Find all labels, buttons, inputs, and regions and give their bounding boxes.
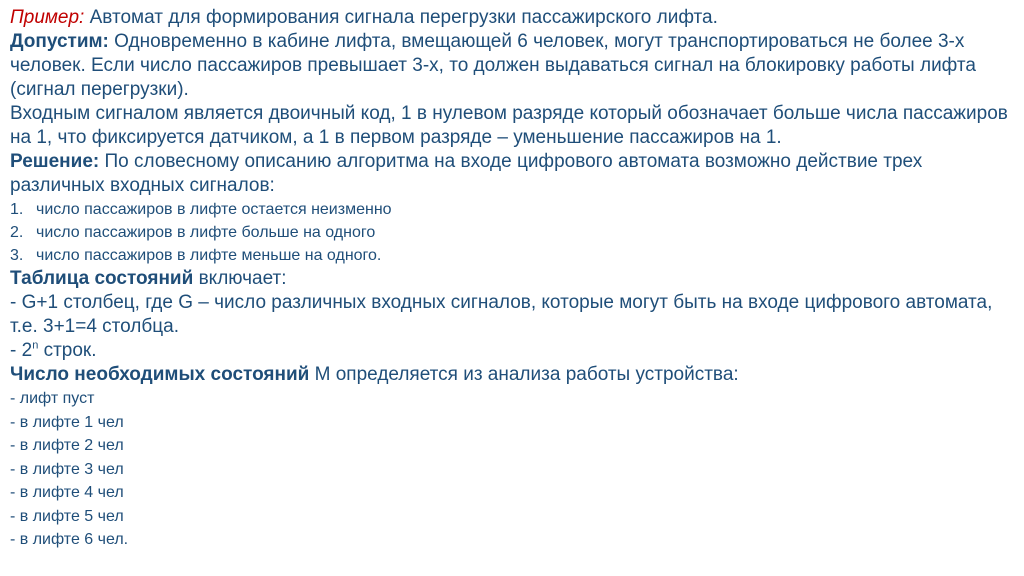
list-item-number: 2. — [10, 224, 24, 241]
list-item-number: 3. — [10, 247, 24, 264]
solution-paragraph — [10, 150, 1016, 198]
states-heading — [10, 363, 1016, 387]
rows-prefix: - 2 — [10, 340, 33, 361]
rows-superscript: n — [32, 339, 39, 352]
intro-paragraph — [10, 6, 1016, 30]
intro-label: Пример: — [10, 7, 85, 28]
list-item-number: 1. — [10, 201, 24, 218]
slide-content — [10, 6, 1016, 552]
assume-paragraph — [10, 30, 1016, 102]
states-list — [10, 387, 1016, 552]
list-item: - лифт пуст — [10, 390, 95, 407]
table-text: включает: — [193, 268, 287, 289]
assume-text: Одновременно в кабине лифта, вмещающей 6 человек, могут транспортироваться не более 3-х человек. Если число пассажиров превышает 3-х, то должен выдаваться сигнал на блокировку работы лифта (сигнал перегрузки). — [10, 31, 976, 100]
list-item — [10, 244, 1016, 267]
list-item — [10, 221, 1016, 244]
states-text: М определяется из анализа работы устройства: — [309, 364, 739, 385]
list-item: - в лифте 3 чел — [10, 460, 124, 478]
list-item-text: число пассажиров в лифте больше на одного — [36, 224, 376, 241]
list-item: - в лифте 1 чел — [10, 413, 124, 431]
assume-label: Допустим: — [10, 31, 109, 52]
list-item: - в лифте 5 чел — [10, 507, 124, 525]
rows-suffix: строк. — [38, 340, 97, 361]
input-paragraph: Входным сигналом является двоичный код, 1 в нулевом разряде который обозначает больше числа пассажиров на 1, что фиксируется датчиком, а 1 в первом разряде – уменьшение пассажиров на 1. — [10, 103, 1008, 148]
table-heading — [10, 267, 1016, 291]
list-item: - в лифте 4 чел — [10, 484, 124, 501]
list-item — [10, 198, 1016, 221]
solution-label: Решение: — [10, 151, 100, 172]
signals-list — [10, 198, 1016, 267]
list-item: - в лифте 6 чел. — [10, 531, 129, 548]
list-item: - в лифте 2 чел — [10, 437, 124, 454]
solution-text: По словесному описанию алгоритма на входе цифрового автомата возможно действие трех различных входных сигналов: — [10, 151, 923, 196]
states-label: Число необходимых состояний — [10, 364, 310, 385]
table-rows-text — [10, 339, 1016, 363]
list-item-text: число пассажиров в лифте меньше на одного. — [36, 247, 382, 264]
list-item-text: число пассажиров в лифте остается неизменно — [36, 201, 392, 218]
intro-text: Автомат для формирования сигнала перегрузки пассажирского лифта. — [84, 7, 718, 28]
table-columns-text: - G+1 столбец, где G – число различных входных сигналов, которые могут быть на входе цифрового автомата, т.е. 3+1=4 столбца. — [10, 292, 993, 337]
table-label: Таблица состояний — [10, 268, 194, 289]
